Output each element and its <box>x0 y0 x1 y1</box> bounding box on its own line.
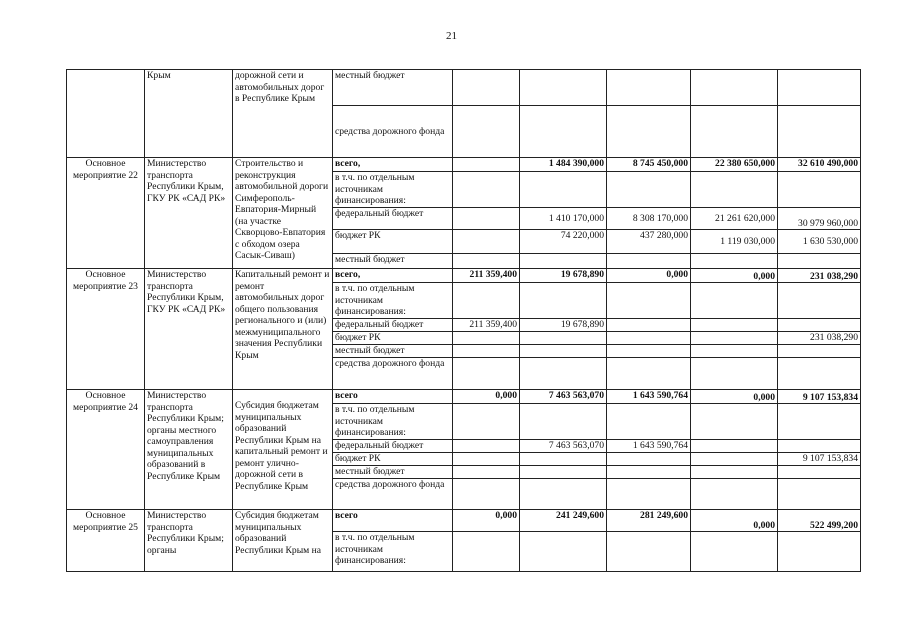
value-cell <box>778 106 861 158</box>
source-cell: всего, <box>333 269 453 283</box>
value-cell <box>453 453 520 466</box>
source-cell: в т.ч. по отдельным источникам финансирования: <box>333 283 453 319</box>
value-cell <box>453 208 520 230</box>
value-cell <box>778 254 861 269</box>
source-cell: бюджет РК <box>333 230 453 254</box>
value-cell <box>778 70 861 106</box>
value-cell <box>778 479 861 510</box>
table-row <box>67 390 861 404</box>
value-cell <box>691 345 778 358</box>
value-cell <box>691 466 778 479</box>
source-cell: средства дорожного фонда <box>333 106 453 158</box>
table-row <box>67 510 861 532</box>
source-cell: в т.ч. по отдельным источникам финансирования: <box>333 532 453 572</box>
value-cell <box>607 283 691 319</box>
value-cell: 241 249,600 <box>520 510 607 532</box>
value-cell: 9 107 153,834 <box>778 390 861 404</box>
value-cell: 30 979 960,000 <box>778 208 861 230</box>
organization-cell: Крым <box>145 70 233 158</box>
event-cell: Основное мероприятие 22 <box>67 158 145 269</box>
value-cell: 9 107 153,834 <box>778 453 861 466</box>
value-cell <box>520 172 607 208</box>
value-cell <box>453 404 520 440</box>
value-cell: 1 643 590,764 <box>607 390 691 404</box>
value-cell: 22 380 650,000 <box>691 158 778 172</box>
value-cell <box>607 332 691 345</box>
value-cell: 19 678,890 <box>520 319 607 332</box>
value-cell <box>453 172 520 208</box>
source-cell: средства дорожного фонда <box>333 479 453 510</box>
value-cell <box>778 172 861 208</box>
value-cell <box>453 70 520 106</box>
value-cell <box>691 453 778 466</box>
value-cell <box>607 532 691 572</box>
source-cell: федеральный бюджет <box>333 208 453 230</box>
value-cell: 1 630 530,000 <box>778 230 861 254</box>
value-cell <box>520 466 607 479</box>
value-cell: 7 463 563,070 <box>520 440 607 453</box>
value-cell <box>778 466 861 479</box>
value-cell <box>520 345 607 358</box>
value-cell <box>607 172 691 208</box>
description-cell: Субсидия бюджетам муниципальных образований Республики Крым на <box>233 510 333 572</box>
value-cell: 281 249,600 <box>607 510 691 532</box>
source-cell: местный бюджет <box>333 70 453 106</box>
table-row <box>67 70 861 106</box>
value-cell <box>691 172 778 208</box>
value-cell: 211 359,400 <box>453 319 520 332</box>
table-row <box>67 269 861 283</box>
value-cell <box>453 358 520 390</box>
value-cell: 32 610 490,000 <box>778 158 861 172</box>
value-cell <box>607 358 691 390</box>
source-cell: всего, <box>333 158 453 172</box>
value-cell <box>520 70 607 106</box>
value-cell: 1 484 390,000 <box>520 158 607 172</box>
source-cell: местный бюджет <box>333 345 453 358</box>
value-cell <box>607 254 691 269</box>
value-cell: 522 499,200 <box>778 510 861 532</box>
event-cell: Основное мероприятие 23 <box>67 269 145 390</box>
value-cell: 1 119 030,000 <box>691 230 778 254</box>
source-cell: всего <box>333 390 453 404</box>
page-number: 21 <box>446 30 457 42</box>
value-cell: 7 463 563,070 <box>520 390 607 404</box>
source-cell: бюджет РК <box>333 453 453 466</box>
value-cell <box>520 358 607 390</box>
value-cell: 1 410 170,000 <box>520 208 607 230</box>
value-cell <box>691 283 778 319</box>
table-row <box>67 158 861 172</box>
value-cell <box>691 319 778 332</box>
event-cell <box>67 70 145 158</box>
value-cell: 0,000 <box>691 510 778 532</box>
value-cell <box>520 479 607 510</box>
source-cell: федеральный бюджет <box>333 319 453 332</box>
value-cell <box>453 345 520 358</box>
source-cell: в т.ч. по отдельным источникам финансирования: <box>333 172 453 208</box>
value-cell: 74 220,000 <box>520 230 607 254</box>
value-cell <box>778 283 861 319</box>
value-cell <box>607 453 691 466</box>
source-cell: местный бюджет <box>333 466 453 479</box>
value-cell: 0,000 <box>453 510 520 532</box>
value-cell <box>691 532 778 572</box>
value-cell <box>778 345 861 358</box>
source-cell: бюджет РК <box>333 332 453 345</box>
value-cell <box>778 319 861 332</box>
description-cell: Капитальный ремонт и ремонт автомобильных дорог общего пользования регионального и (или) межмуниципального значения Республики Крым <box>233 269 333 390</box>
value-cell <box>520 453 607 466</box>
value-cell <box>453 440 520 453</box>
value-cell <box>607 404 691 440</box>
value-cell: 0,000 <box>691 269 778 283</box>
value-cell: 8 308 170,000 <box>607 208 691 230</box>
value-cell <box>520 106 607 158</box>
source-cell: федеральный бюджет <box>333 440 453 453</box>
value-cell <box>453 466 520 479</box>
value-cell: 0,000 <box>453 390 520 404</box>
value-cell <box>778 404 861 440</box>
value-cell <box>453 532 520 572</box>
funding-table <box>66 69 861 572</box>
value-cell <box>453 254 520 269</box>
value-cell <box>453 106 520 158</box>
value-cell <box>607 345 691 358</box>
value-cell: 8 745 450,000 <box>607 158 691 172</box>
value-cell <box>520 332 607 345</box>
value-cell <box>778 532 861 572</box>
source-cell: всего <box>333 510 453 532</box>
value-cell: 0,000 <box>691 390 778 404</box>
organization-cell: Министерство транспорта Республики Крым; органы местного самоуправления муниципальных образований в Республике Крым <box>145 390 233 510</box>
value-cell <box>520 254 607 269</box>
value-cell: 231 038,290 <box>778 269 861 283</box>
value-cell <box>691 479 778 510</box>
value-cell <box>778 440 861 453</box>
value-cell <box>607 479 691 510</box>
value-cell: 1 643 590,764 <box>607 440 691 453</box>
source-cell: местный бюджет <box>333 254 453 269</box>
value-cell <box>453 283 520 319</box>
value-cell: 437 280,000 <box>607 230 691 254</box>
event-cell: Основное мероприятие 24 <box>67 390 145 510</box>
organization-cell: Министерство транспорта Республики Крым, ГКУ РК «САД РК» <box>145 269 233 390</box>
value-cell <box>691 70 778 106</box>
value-cell: 19 678,890 <box>520 269 607 283</box>
value-cell <box>453 230 520 254</box>
value-cell: 231 038,290 <box>778 332 861 345</box>
description-cell: Субсидия бюджетам муниципальных образований Республики Крым на капитальный ремонт и ремонт улично-дорожной сети в Республике Крым <box>233 390 333 510</box>
value-cell <box>520 404 607 440</box>
value-cell <box>453 332 520 345</box>
value-cell <box>607 466 691 479</box>
value-cell <box>520 283 607 319</box>
organization-cell: Министерство транспорта Республики Крым, ГКУ РК «САД РК» <box>145 158 233 269</box>
value-cell <box>691 332 778 345</box>
value-cell <box>691 404 778 440</box>
source-cell: средства дорожного фонда <box>333 358 453 390</box>
event-cell: Основное мероприятие 25 <box>67 510 145 572</box>
value-cell <box>691 254 778 269</box>
value-cell <box>453 479 520 510</box>
value-cell <box>691 106 778 158</box>
value-cell: 21 261 620,000 <box>691 208 778 230</box>
value-cell: 211 359,400 <box>453 269 520 283</box>
value-cell <box>607 319 691 332</box>
value-cell <box>520 532 607 572</box>
value-cell <box>607 70 691 106</box>
organization-cell: Министерство транспорта Республики Крым; органы <box>145 510 233 572</box>
value-cell <box>607 106 691 158</box>
source-cell: в т.ч. по отдельным источникам финансирования: <box>333 404 453 440</box>
description-cell: Строительство и реконструкция автомобильной дороги Симферополь-Евпатория-Мирный (на участке Скворцово-Евпатория с обходом озера Сасык-Сиваш) <box>233 158 333 269</box>
value-cell <box>691 440 778 453</box>
value-cell <box>691 358 778 390</box>
value-cell <box>453 158 520 172</box>
description-cell: дорожной сети и автомобильных дорог в Республике Крым <box>233 70 333 158</box>
value-cell <box>778 358 861 390</box>
value-cell: 0,000 <box>607 269 691 283</box>
